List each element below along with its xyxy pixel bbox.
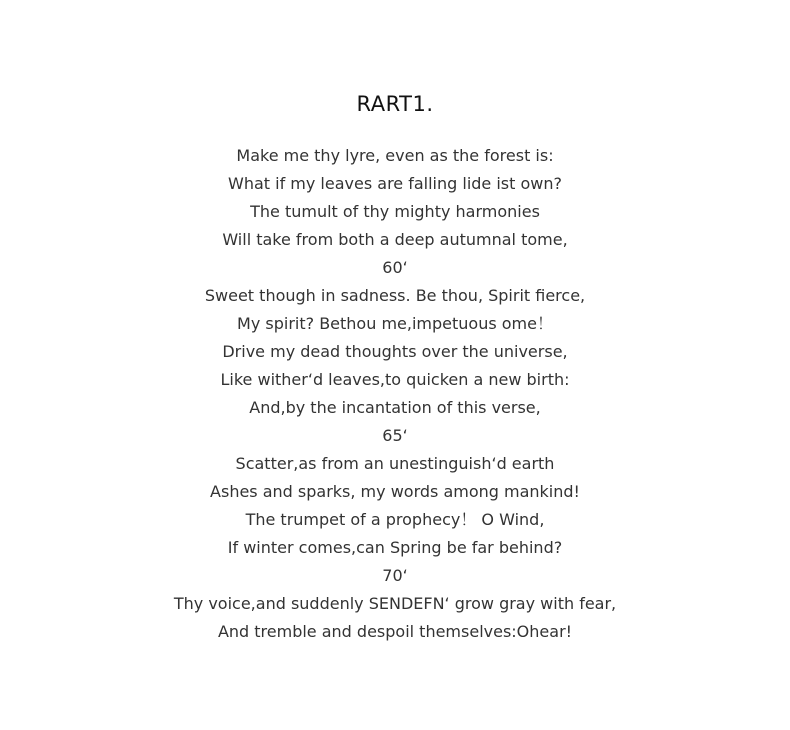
poem-line: Ashes and sparks, my words among mankind! <box>210 482 580 501</box>
poem-line: And tremble and despoil themselves:Ohear! <box>217 622 573 641</box>
poem-line: The trumpet of a prophecy！ O Wind, <box>245 510 545 529</box>
poem-line: If winter comes,can Spring be far behind? <box>227 538 563 557</box>
poem-line: And,by the incantation of this verse, <box>249 398 541 417</box>
poem-line: Drive my dead thoughts over the universe, <box>222 342 568 361</box>
poem-line: Scatter,as from an unestinguish‘d earth <box>235 454 555 473</box>
line-number: 60‘ <box>382 258 408 277</box>
poem-line: Make me thy lyre, even as the forest is: <box>236 146 554 165</box>
poem-line: What if my leaves are falling lide ist own? <box>228 174 562 193</box>
poem-line: Sweet though in sadness. Be thou, Spirit fierce, <box>204 286 586 305</box>
poem-line: My spirit? Bethou me,impetuous ome！ <box>237 314 553 333</box>
line-number: 65‘ <box>382 426 408 445</box>
poem-text <box>0 142 790 646</box>
poem-line: The tumult of thy mighty harmonies <box>250 202 540 221</box>
poem-line: Like wither‘d leaves,to quicken a new birth: <box>220 370 570 389</box>
poem-line: Thy voice,and suddenly SENDEFN‘ grow gray with fear, <box>173 594 617 613</box>
page-title: RART1. <box>356 92 434 116</box>
poem-line: Will take from both a deep autumnal tome, <box>222 230 568 249</box>
line-number: 70‘ <box>382 566 408 585</box>
